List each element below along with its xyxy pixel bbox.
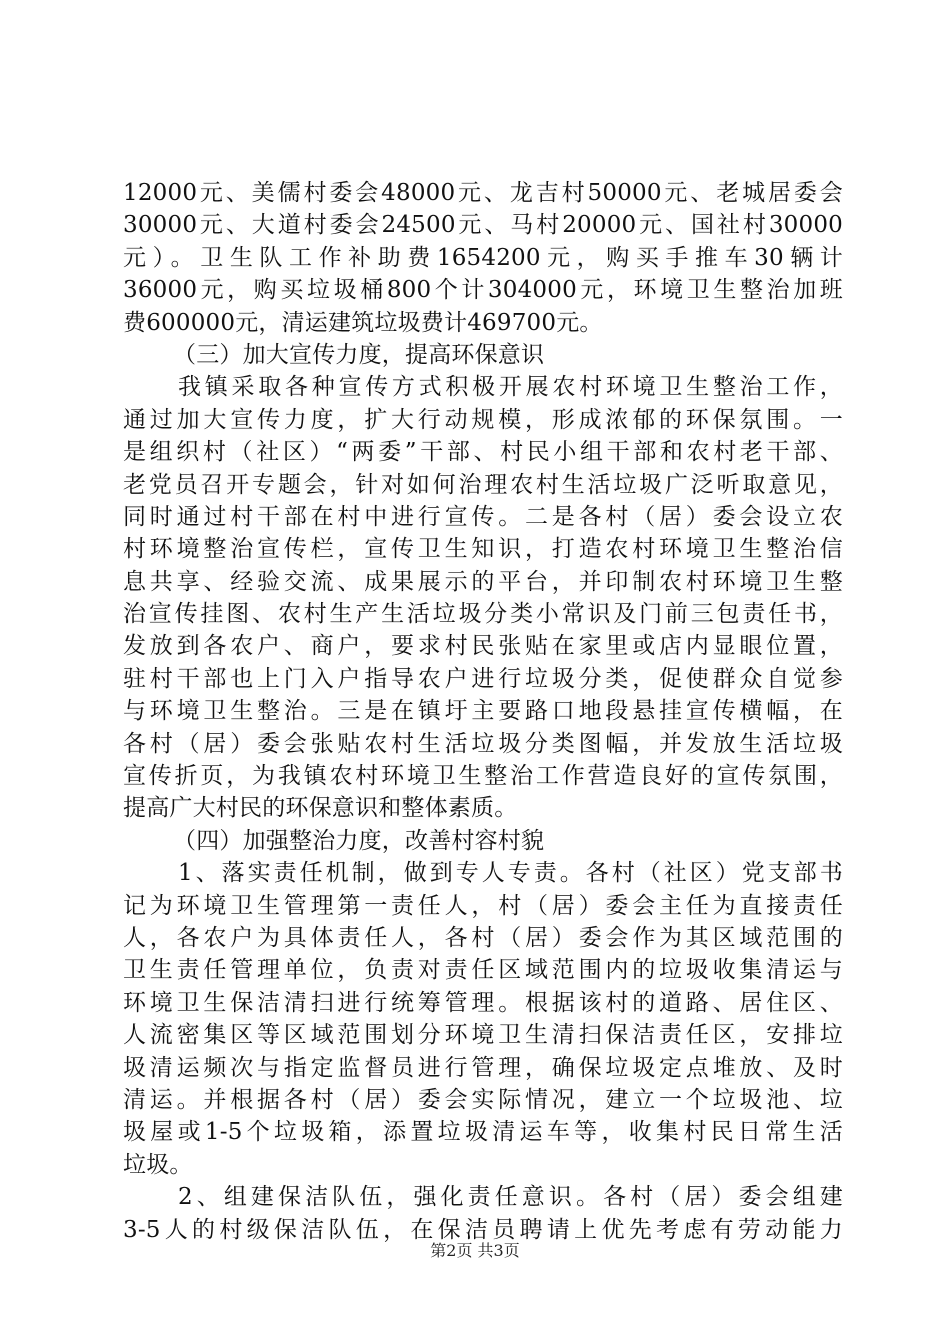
text-line: 发放到各农户、商户，要求村民张贴在家里或店内显眼位置， (123, 633, 843, 660)
text-line: 1、落实责任机制，做到专人专责。各村（社区）党支部书 (178, 860, 843, 887)
text-line: 卫生责任管理单位，负责对责任区域范围内的垃圾收集清运与 (123, 957, 843, 984)
text-line: 治宣传挂图、农村生产生活垃圾分类小常识及门前三包责任书， (123, 601, 843, 628)
text-line: 村环境整治宣传栏，宣传卫生知识，打造农村环境卫生整治信 (123, 536, 843, 563)
text-line: 30000元、大道村委会24500元、马村20000元、国社村30000 (123, 212, 843, 239)
text-line: 2、组建保洁队伍，强化责任意识。各村（居）委会组建 (178, 1184, 843, 1211)
text-line: 费600000元，清运建筑垃圾费计469700元。 (123, 309, 603, 336)
text-line: （三）加大宣传力度，提高环保意识 (173, 341, 545, 368)
text-line: 记为环境卫生管理第一责任人，村（居）委会主任为直接责任 (123, 892, 843, 919)
text-line: （四）加强整治力度，改善村容村貌 (173, 827, 545, 854)
text-line: 老党员召开专题会，针对如何治理农村生活垃圾广泛听取意见， (123, 471, 843, 498)
text-line: 提高广大村民的环保意识和整体素质。 (123, 795, 518, 822)
document-body (123, 177, 843, 1246)
text-line: 驻村干部也上门入户指导农户进行垃圾分类，促使群众自觉参 (123, 665, 843, 692)
text-line: 各村（居）委会张贴农村生活垃圾分类图幅，并发放生活垃圾 (123, 730, 843, 757)
text-line: 36000元，购买垃圾桶800个计304000元，环境卫生整治加班 (123, 277, 843, 304)
text-line: 清运。并根据各村（居）委会实际情况，建立一个垃圾池、垃 (123, 1086, 843, 1113)
text-line: 垃圾。 (123, 1151, 193, 1178)
text-line: 宣传折页，为我镇农村环境卫生整治工作营造良好的宣传氛围， (123, 763, 843, 790)
text-line: 12000元、美儒村委会48000元、龙吉村50000元、老城居委会 (123, 180, 843, 206)
text-line: 3-5人的村级保洁队伍，在保洁员聘请上优先考虑有劳动能力 (123, 1216, 843, 1243)
text-line: 元）。卫生队工作补助费1654200元，购买手推车30辆计 (123, 244, 843, 271)
text-line: 环境卫生保洁清扫进行统筹管理。根据该村的道路、居住区、 (123, 989, 843, 1016)
page-footer: 第2页 共3页 (430, 1241, 520, 1260)
text-line: 人流密集区等区域范围划分环境卫生清扫保洁责任区，安排垃 (123, 1022, 843, 1049)
text-line: 是组织村（社区）“两委”干部、村民小组干部和农村老干部、 (123, 439, 843, 466)
text-line: 息共享、经验交流、成果展示的平台，并印制农村环境卫生整 (123, 568, 843, 595)
text-line: 我镇采取各种宣传方式积极开展农村环境卫生整治工作， (178, 374, 843, 401)
text-line: 通过加大宣传力度，扩大行动规模，形成浓郁的环保氛围。一 (123, 406, 843, 433)
text-line: 人，各农户为具体责任人，各村（居）委会作为其区域范围的 (123, 924, 843, 951)
text-line: 圾屋或1-5个垃圾箱，添置垃圾清运车等，收集村民日常生活 (123, 1119, 843, 1146)
text-line: 与环境卫生整治。三是在镇圩主要路口地段悬挂宣传横幅，在 (123, 698, 843, 725)
text-line: 圾清运频次与指定监督员进行管理，确保垃圾定点堆放、及时 (123, 1054, 843, 1081)
text-line: 同时通过村干部在村中进行宣传。二是各村（居）委会设立农 (123, 503, 843, 530)
